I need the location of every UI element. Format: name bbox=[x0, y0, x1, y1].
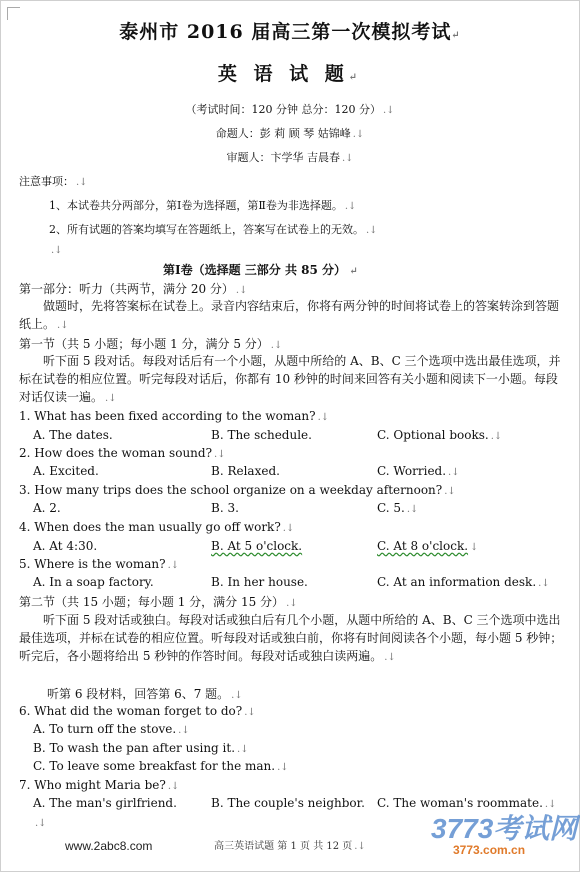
q1-option-a: A. The dates. bbox=[33, 428, 113, 442]
q4-option-c: C. At 8 o'clock. ↓ bbox=[377, 539, 479, 553]
question-5: 5. Where is the woman? .↓ bbox=[19, 557, 180, 571]
section1-heading: 第一节（共 5 小题；每小题 1 分，满分 5 分） .↓ bbox=[19, 337, 283, 351]
q5-option-a: A. In a soap factory. bbox=[33, 575, 154, 589]
q7-option-a: A. The man's girlfriend. bbox=[33, 796, 177, 810]
q2-option-c: C. Worried. .↓ bbox=[377, 464, 460, 478]
q5-option-b: B. In her house. bbox=[211, 575, 308, 589]
notice-item-2: 2、所有试题的答案均填写在答题纸上，答案写在试卷上的无效。 .↓ bbox=[49, 223, 378, 236]
question-6: 6. What did the woman forget to do? .↓ bbox=[19, 704, 256, 718]
q1-option-c: C. Optional books. .↓ bbox=[377, 428, 503, 442]
q3-option-c: C. 5. .↓ bbox=[377, 501, 419, 515]
question-4: 4. When does the man usually go off work? .↓ bbox=[19, 520, 295, 534]
question-7: 7. Who might Maria be? .↓ bbox=[19, 778, 180, 792]
exam-info: （考试时间：120 分钟 总分：120 分） .↓ bbox=[185, 103, 395, 116]
q3-option-b: B. 3. bbox=[211, 501, 239, 515]
part1-intro: 做题时，先将答案标在试卷上。录音内容结束后，你将有两分钟的时间将试卷上的答案转涂到答题纸上。 .↓ bbox=[19, 299, 560, 331]
q2-option-a: A. Excited. bbox=[33, 464, 99, 478]
section2-intro: 听下面 5 段对话或独白。每段对话或独白后有几个小题，从题中所给的 A、B、C 三个选项中选出最佳选项，并标在试卷的相应位置。听每段对话或独白前，你将有时间阅读各个小题，每小题 5 秒钟；听完后，各小题将给出 5 秒钟的作答时间。每段对话或独白读两遍。 .↓ bbox=[19, 613, 563, 663]
blank-paragraph: .↓ bbox=[51, 245, 63, 256]
reviewer-line: 审题人：卞学华 吉晨春 .↓ bbox=[226, 151, 354, 164]
site-logo-url: 3773.com.cn bbox=[453, 843, 526, 857]
section2-heading: 第二节（共 15 小题；每小题 1 分，满分 15 分） .↓ bbox=[19, 595, 298, 609]
q7-option-c: C. The woman's roommate. .↓ bbox=[377, 796, 557, 810]
question-2: 2. How does the woman sound? .↓ bbox=[19, 446, 226, 460]
q3-option-a: A. 2. bbox=[33, 501, 61, 515]
site-logo: 3773考试网 bbox=[431, 813, 578, 844]
q2-option-b: B. Relaxed. bbox=[211, 464, 280, 478]
q6-option-b: B. To wash the pan after using it. .↓ bbox=[33, 741, 249, 755]
part1-heading: 第一部分：听力（共两节，满分 20 分） .↓ bbox=[19, 282, 248, 296]
q5-option-c: C. At an information desk. .↓ bbox=[377, 575, 550, 589]
subject-title: 英 语 试 题↵ bbox=[217, 63, 363, 85]
q1-option-b: B. The schedule. bbox=[211, 428, 312, 442]
material-instruction: 听第 6 段材料，回答第 6、7 题。 .↓ bbox=[47, 687, 243, 701]
section1-intro: 听下面 5 段对话。每段对话后有一个小题，从题中所给的 A、B、C 三个选项中选出最佳选项，并标在试卷的相应位置。听完每段对话后，你都有 10 秒钟的时间来回答有关小题和阅读下一小题。每段对话仅读一遍。 .↓ bbox=[19, 354, 561, 404]
q4-option-b: B. At 5 o'clock. bbox=[211, 539, 303, 553]
setter-line: 命题人：彭 莉 顾 琴 姑锦峰 .↓ bbox=[215, 127, 365, 140]
q7-option-b: B. The couple's neighbor. bbox=[211, 796, 365, 810]
volume-heading: 第Ⅰ卷（选择题 三部分 共 85 分） ↵ bbox=[163, 263, 358, 277]
notice-heading: 注意事项： .↓ bbox=[19, 175, 88, 188]
q4-option-a: A. At 4:30. bbox=[33, 539, 98, 553]
question-3: 3. How many trips does the school organize on a weekday afternoon? .↓ bbox=[19, 483, 456, 497]
blank-paragraph-2: .↓ bbox=[35, 818, 47, 829]
question-1: 1. What has been fixed according to the woman? .↓ bbox=[19, 409, 330, 423]
site-watermark-url: www.2abc8.com bbox=[65, 839, 153, 853]
q6-option-a: A. To turn off the stove. .↓ bbox=[33, 722, 190, 736]
notice-item-1: 1、本试卷共分两部分，第Ⅰ卷为选择题，第Ⅱ卷为非选择题。 .↓ bbox=[49, 199, 357, 212]
q6-option-c: C. To leave some breakfast for the man. .↓ bbox=[33, 759, 289, 773]
exam-title: 泰州市 2016 届高三第一次模拟考试↵ bbox=[119, 21, 461, 43]
page-footer: 高三英语试题 第 1 页 共 12 页 .↓ bbox=[214, 841, 366, 852]
